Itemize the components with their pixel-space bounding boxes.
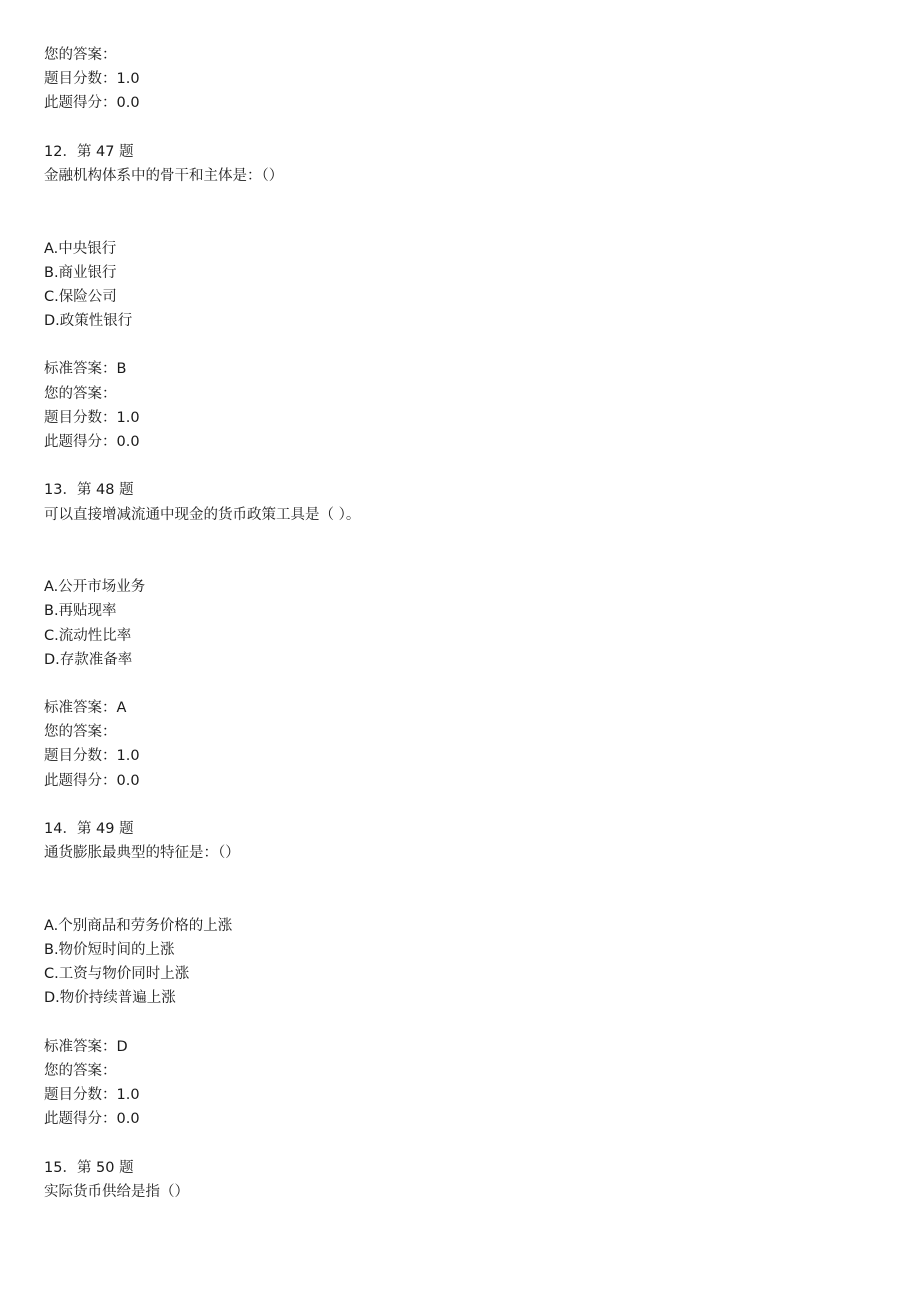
option-b: B.商业银行 [44,264,117,281]
option-a: A.个别商品和劳务价格的上涨 [44,917,233,934]
standard-answer: 标准答案：A [44,700,127,717]
option-c: C.工资与物价同时上涨 [44,966,190,983]
question-prompt: 通货膨胀最典型的特征是：（） [44,845,240,862]
question-13 [44,478,884,792]
option-d: D.政策性银行 [44,313,133,330]
question-score: 题目分数：1.0 [44,1087,140,1104]
question-14 [44,817,884,1131]
previous-question-result [44,43,884,116]
standard-answer: 标准答案：D [44,1038,128,1055]
option-c: C.保险公司 [44,288,117,305]
question-score: 题目分数：1.0 [44,71,140,88]
obtained-score: 此题得分：0.0 [44,95,140,112]
option-c: C.流动性比率 [44,627,132,644]
question-15 [44,1156,884,1204]
question-heading: 13．第 48 题 [44,482,134,499]
question-prompt: 金融机构体系中的骨干和主体是：（） [44,167,284,184]
obtained-score: 此题得分：0.0 [44,434,140,451]
question-prompt: 可以直接增减流通中现金的货币政策工具是（ ）。 [44,506,361,523]
your-answer-label: 您的答案： [44,1062,117,1079]
option-b: B.物价短时间的上涨 [44,941,175,958]
option-a: A.中央银行 [44,240,117,257]
obtained-score: 此题得分：0.0 [44,772,140,789]
document-page [44,43,884,1204]
standard-answer: 标准答案：B [44,361,127,378]
question-12 [44,140,884,454]
question-score: 题目分数：1.0 [44,748,140,765]
your-answer-label: 您的答案： [44,385,117,402]
question-heading: 12．第 47 题 [44,143,134,160]
question-heading: 15．第 50 题 [44,1159,134,1176]
question-heading: 14．第 49 题 [44,821,134,838]
question-prompt: 实际货币供给是指（） [44,1183,189,1200]
option-b: B.再贴现率 [44,603,117,620]
obtained-score: 此题得分：0.0 [44,1111,140,1128]
option-a: A.公开市场业务 [44,579,146,596]
your-answer-label: 您的答案： [44,47,117,63]
question-score: 题目分数：1.0 [44,409,140,426]
option-d: D.物价持续普遍上涨 [44,990,176,1007]
your-answer-label: 您的答案： [44,724,117,741]
option-d: D.存款准备率 [44,651,133,668]
